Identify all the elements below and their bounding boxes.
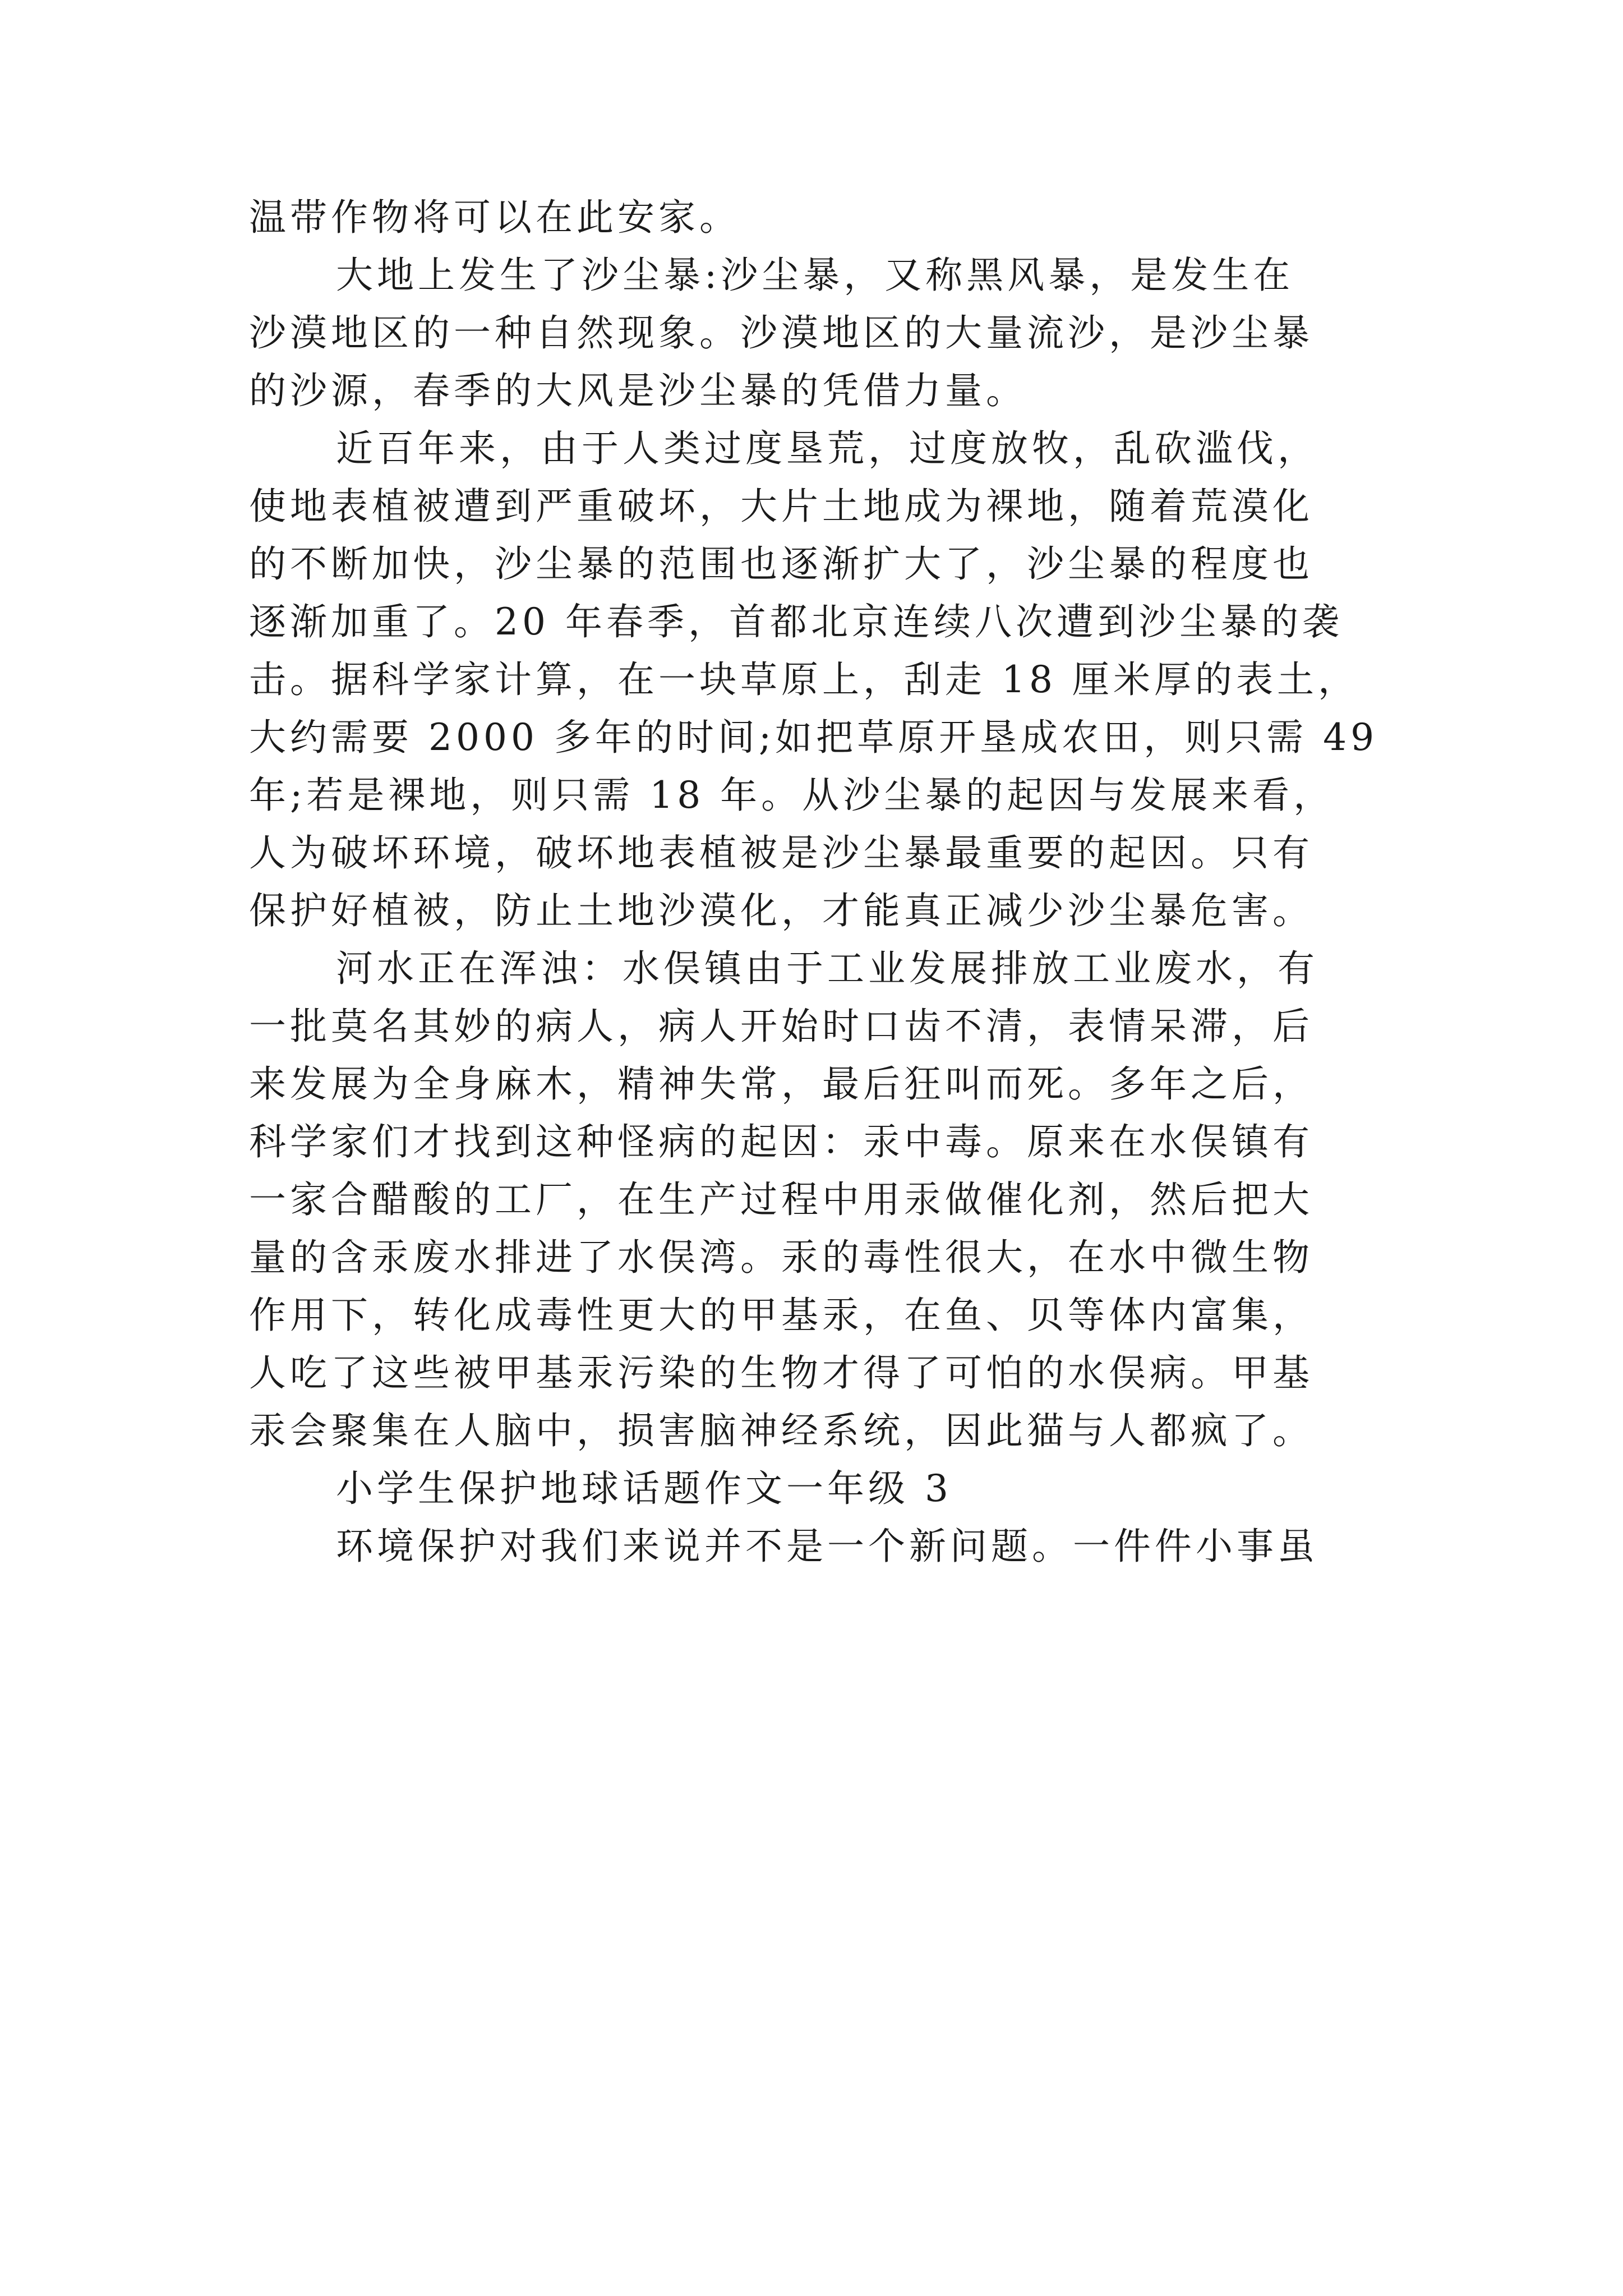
text-line: 汞会聚集在人脑中，损害脑神经系统，因此猫与人都疯了。 bbox=[249, 1409, 1313, 1452]
section-heading: 小学生保护地球话题作文一年级 3 bbox=[336, 1467, 952, 1510]
text-line: 人为破坏环境，破坏地表植被是沙尘暴最重要的起因。只有 bbox=[249, 831, 1313, 875]
paragraph-start-line: 近百年来，由于人类过度垦荒，过度放牧，乱砍滥伐， bbox=[336, 427, 1318, 470]
text-line: 作用下，转化成毒性更大的甲基汞，在鱼、贝等体内富集， bbox=[249, 1294, 1313, 1337]
text-line: 一家合醋酸的工厂，在生产过程中用汞做催化剂，然后把大 bbox=[249, 1178, 1313, 1221]
text-line: 沙漠地区的一种自然现象。沙漠地区的大量流沙，是沙尘暴 bbox=[249, 311, 1313, 355]
text-line: 科学家们才找到这种怪病的起因：汞中毒。原来在水俣镇有 bbox=[249, 1120, 1313, 1163]
text-line: 击。据科学家计算，在一块草原上，刮走 18 厘米厚的表土， bbox=[249, 658, 1359, 701]
text-line: 使地表植被遭到严重破坏，大片土地成为裸地，随着荒漠化 bbox=[249, 485, 1313, 528]
text-line: 保护好植被，防止土地沙漠化，才能真正减少沙尘暴危害。 bbox=[249, 889, 1313, 932]
paragraph-start-line: 大地上发生了沙尘暴:沙尘暴，又称黑风暴，是发生在 bbox=[336, 254, 1294, 297]
text-line: 逐渐加重了。20 年春季，首都北京连续八次遭到沙尘暴的袭 bbox=[249, 600, 1343, 643]
text-line: 的沙源，春季的大风是沙尘暴的凭借力量。 bbox=[249, 369, 1027, 412]
text-line: 量的含汞废水排进了水俣湾。汞的毒性很大，在水中微生物 bbox=[249, 1236, 1313, 1279]
text-line: 人吃了这些被甲基汞污染的生物才得了可怕的水俣病。甲基 bbox=[249, 1351, 1313, 1395]
text-line: 一批莫名其妙的病人，病人开始时口齿不清，表情呆滞，后 bbox=[249, 1005, 1313, 1048]
document-body bbox=[249, 188, 1393, 1575]
text-line: 温带作物将可以在此安家。 bbox=[249, 196, 740, 239]
text-line: 年;若是裸地，则只需 18 年。从沙尘暴的起因与发展来看， bbox=[249, 774, 1335, 817]
paragraph-start-line: 环境保护对我们来说并不是一个新问题。一件件小事虽 bbox=[336, 1525, 1318, 1568]
text-line: 大约需要 2000 多年的时间;如把草原开垦成农田，则只需 49 bbox=[249, 716, 1378, 759]
text-line: 的不断加快，沙尘暴的范围也逐渐扩大了，沙尘暴的程度也 bbox=[249, 542, 1313, 586]
text-line: 来发展为全身麻木，精神失常，最后狂叫而死。多年之后， bbox=[249, 1062, 1313, 1106]
paragraph-start-line: 河水正在浑浊：水俣镇由于工业发展排放工业废水，有 bbox=[336, 947, 1318, 990]
